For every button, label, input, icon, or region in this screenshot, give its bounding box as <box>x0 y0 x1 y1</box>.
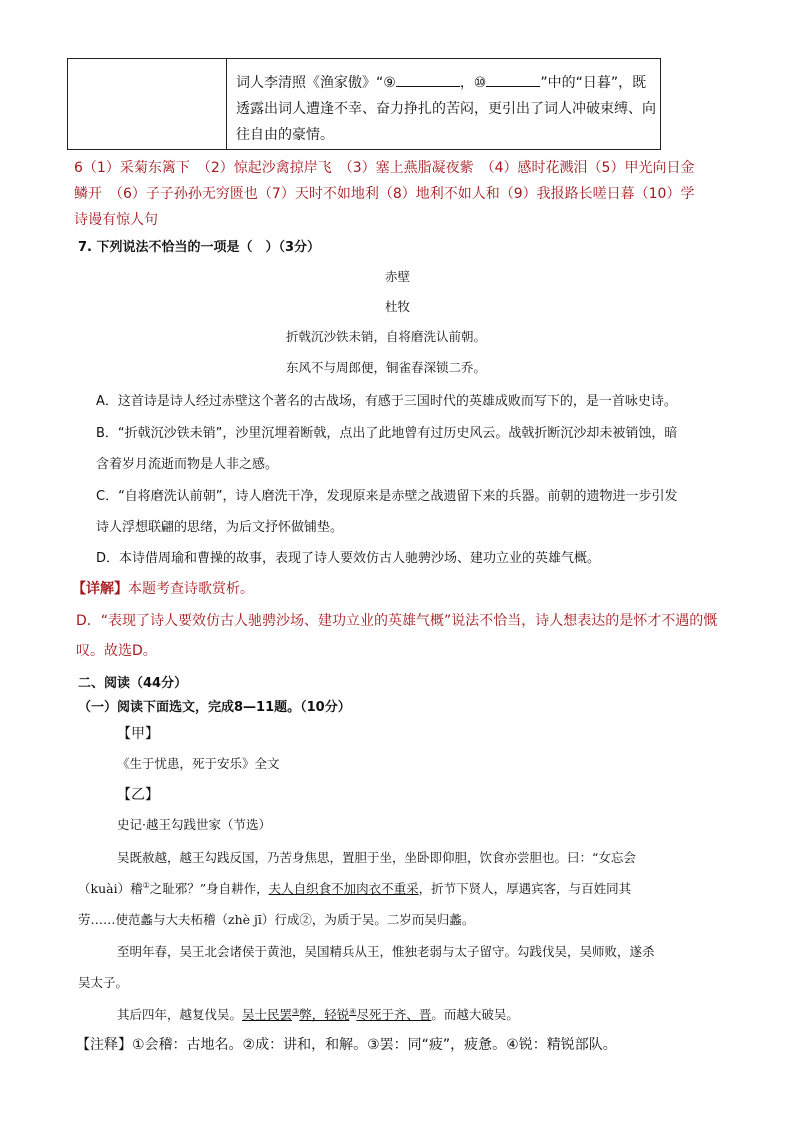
passage-text: 其后四年，越复伐吴。 <box>117 1007 243 1022</box>
passage-yi-title: 史记·越王勾践世家（节选） <box>117 817 271 832</box>
explanation-line-1: D．“表现了诗人要效仿古人驰骋沙场、建功立业的英雄气概”说法不恰当，诗人想表达的是怀才不遇的慨 <box>76 613 718 629</box>
passage-para-1-line-1: 吴既赦越，越王勾践反国，乃苦身焦思，置胆于坐，坐卧即仰胆，饮食亦尝胆也。曰：“女忘会 <box>117 850 636 865</box>
subsection-heading: （一）阅读下面选文，完成8—11题。（10分） <box>78 700 351 715</box>
footnote-marker: ④ <box>349 1006 357 1016</box>
annotation-notes: 【注释】①会稽：古地名。②成：讲和，和解。③罢：同“疲”，疲惫。④锐：精锐部队。 <box>76 1037 617 1053</box>
passage-para-1-line-3: 劳……使范蠡与大夫柘稽（zhè jī）行成②，为质于吴。二岁而吴归蠡。 <box>78 912 475 927</box>
table-cell-line-3: 往自由的豪情。 <box>236 127 334 143</box>
passage-text: （kuài）稽 <box>78 881 143 896</box>
poem-line-2: 东风不与周郎便，铜雀春深锁二乔。 <box>286 360 487 375</box>
table-column-divider <box>226 58 227 150</box>
underlined-sentence: 弊，轻锐 <box>299 1007 350 1022</box>
answer-blank-10 <box>486 72 540 87</box>
passage-para-2-line-2: 吴太子。 <box>78 975 129 990</box>
option-d: D．本诗借周瑜和曹操的故事，表现了诗人要效仿古人驰骋沙场、建功立业的英雄气概。 <box>96 551 601 566</box>
option-c-line-1: C．“自将磨洗认前朝”，诗人磨洗干净，发现原来是赤壁之战遗留下来的兵器。前朝的遗物进一步引发 <box>96 489 678 504</box>
passage-text: ，折节下贤人，厚遇宾客，与百姓同其 <box>418 881 632 896</box>
poem-title: 赤壁 <box>385 269 411 284</box>
poem-line-1: 折戟沉沙铁未销，自将磨洗认前朝。 <box>286 329 487 344</box>
explanation-line-2: 叹。故选D。 <box>76 643 157 659</box>
option-b-line-2: 含着岁月流逝而物是人非之感。 <box>96 457 279 472</box>
detail-explanation <box>72 578 254 598</box>
detail-label: 【详解】 <box>72 581 128 597</box>
question-7-stem: 7. 下列说法不恰当的一项是（ ）（3分） <box>78 240 321 255</box>
answer-key-line-2: 鳞开 （6）子子孙孙无穷匮也（7）天时不如地利（8）地利不如人和（9）我报路长嗟日暮（10）学 <box>74 186 695 202</box>
answer-key-line-3: 诗谩有惊人句 <box>74 212 158 228</box>
option-b-line-1: B．“折戟沉沙铁未销”，沙里沉埋着断戟，点出了此地曾有过历史风云。战戟折断沉沙却未被销蚀，暗 <box>96 426 678 441</box>
passage-para-3 <box>117 1005 519 1023</box>
section-heading: 二、阅读（44分） <box>78 676 188 691</box>
passage-jia-text: 《生于忧患，死于安乐》全文 <box>117 756 280 771</box>
passage-text: 。而越大破吴。 <box>431 1007 519 1022</box>
table-text: ”中的“日暮”，既 <box>540 75 647 91</box>
table-text: 词人李清照《渔家傲》“⑨ <box>236 75 396 91</box>
passage-text: 之耻邪？”身自耕作， <box>149 881 269 896</box>
poem-author: 杜牧 <box>385 299 411 314</box>
passage-jia-label: 【甲】 <box>117 726 159 742</box>
underlined-sentence: 尽死于齐、晋 <box>356 1007 432 1022</box>
table-cell-line-2: 透露出词人遭逢不幸、奋力挣扎的苦闷，更引出了词人冲破束缚、向 <box>236 101 656 117</box>
table-cell-line-1 <box>236 72 646 92</box>
passage-para-1-line-2 <box>78 879 631 897</box>
underlined-sentence: 夫人自织食不加肉衣不重采 <box>268 881 419 896</box>
passage-yi-label: 【乙】 <box>117 787 159 803</box>
detail-text: 本题考查诗歌赏析。 <box>128 581 254 597</box>
option-c-line-2: 诗人浮想联翩的思绪，为后文抒怀做铺垫。 <box>96 520 344 535</box>
table-text: ，⑩ <box>459 75 487 91</box>
footnote-marker: ① <box>142 880 150 890</box>
option-a: A．这首诗是诗人经过赤壁这个著名的古战场，有感于三国时代的英雄成败而写下的，是一首咏史诗。 <box>96 394 677 409</box>
answer-blank-9 <box>396 72 460 87</box>
answer-key-line-1: 6（1）采菊东篱下 （2）惊起沙禽掠岸飞 （3）塞上燕脂凝夜紫 （4）感时花溅泪（5）甲光向日金 <box>74 160 695 176</box>
footnote-marker: ③ <box>292 1006 300 1016</box>
passage-para-2-line-1: 至明年春，吴王北会诸侯于黄池，吴国精兵从王，惟独老弱与太子留守。勾践伐吴，吴师败，遂杀 <box>117 944 655 959</box>
underlined-sentence: 吴士民罢 <box>242 1007 293 1022</box>
